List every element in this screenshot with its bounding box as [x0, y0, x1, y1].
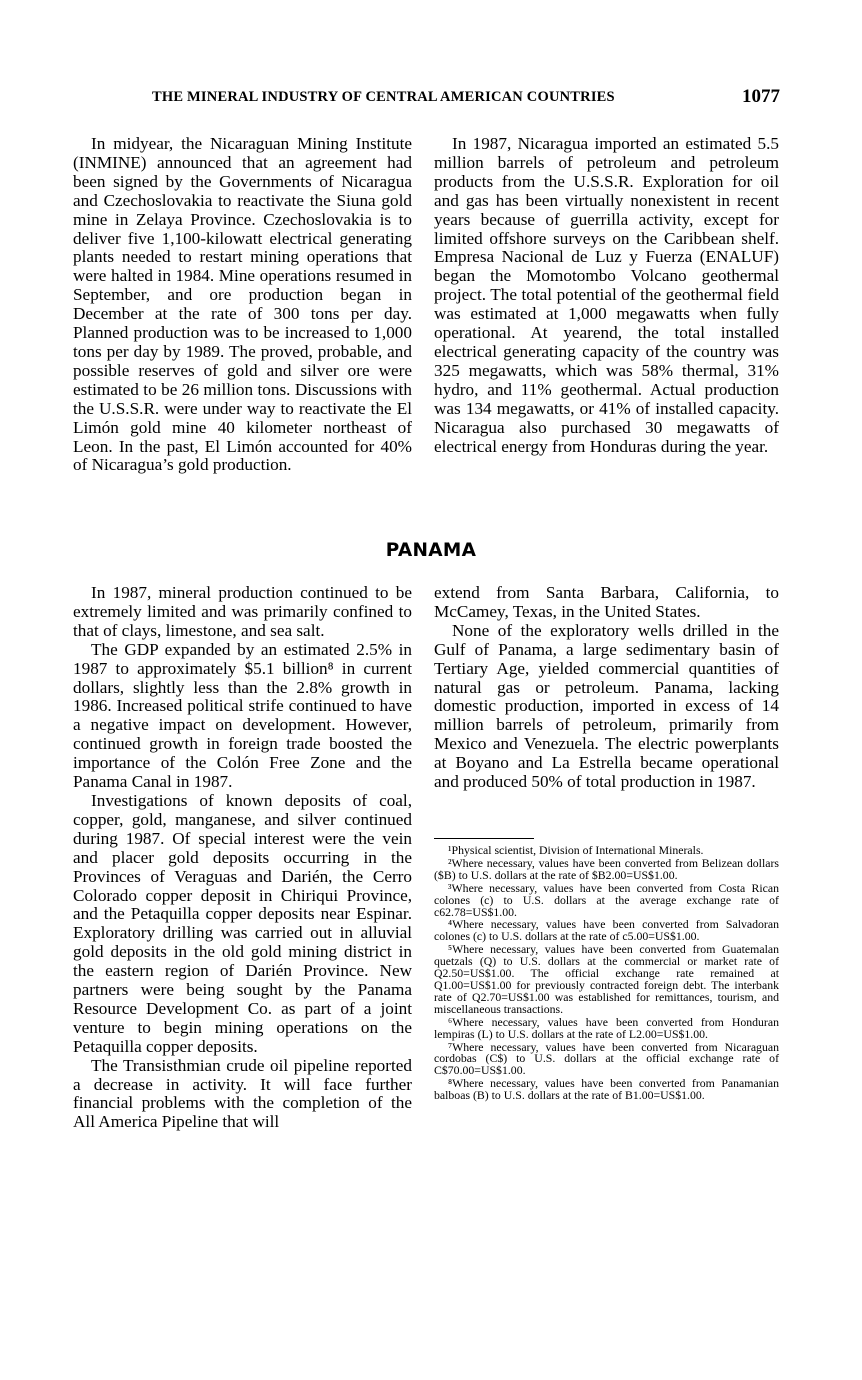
page-number: 1077	[742, 86, 780, 107]
paragraph: The Transisthmian crude oil pipeline reported a decrease in activity. It will face further financial problems with the completion of the All America Pipeline that will	[73, 1055, 412, 1132]
paragraph: The GDP expanded by an estimated 2.5% in 1987 to approximately $5.1 billion⁸ in current dollars, slightly less than the 2.8% growth in 1986. Increased political strife continued to have a negative impact on development. However, continued growth in foreign trade boosted the importance of the Colón Free Zone and the Panama Canal in 1987.	[73, 639, 412, 792]
panama-left-column	[73, 584, 412, 1132]
footnote: ²Where necessary, values have been converted from Belizean dollars ($B) to U.S. dollars at the rate of $B2.00=US$1.00.	[434, 855, 779, 882]
paragraph: extend from Santa Barbara, California, to McCamey, Texas, in the United States.	[434, 583, 779, 621]
section-heading-panama: PANAMA	[385, 540, 477, 561]
footnotes	[434, 845, 779, 1103]
footnote: ⁸Where necessary, values have been converted from Panamanian balboas (B) to U.S. dollars at the rate of B1.00=US$1.00.	[434, 1076, 779, 1103]
footnote-divider	[434, 838, 534, 839]
paragraph: Investigations of known deposits of coal, copper, gold, manganese, and silver continued during 1987. Of special interest were the vein and placer gold deposits occurring in the Provinces of Veraguas and Darién, the Cerro Colorado copper deposit in Chiriqui Province, and the Petaquilla copper deposits near Espinar. Exploratory drilling was carried out in alluvial gold deposits in the old gold mining district in the eastern region of Darién Province. New partners were being sought by the Panama Resource Development Co. as part of a joint venture to begin mining operations on the Petaquilla copper deposits.	[73, 790, 412, 1056]
paragraph: None of the exploratory wells drilled in the Gulf of Panama, a large sedimentary basin of Tertiary Age, yielded commercial quantities of natural gas or petroleum. Panama, lacking domestic production, imported in excess of 14 million barrels of petroleum, primarily from Mexico and Venezuela. The electric powerplants at Boyano and La Estrella became operational and produced 50% of total production in 1987.	[434, 620, 779, 792]
running-title: THE MINERAL INDUSTRY OF CENTRAL AMERICAN COUNTRIES	[152, 89, 615, 105]
paragraph: In 1987, Nicaragua imported an estimated 5.5 million barrels of petroleum and petroleum products from the U.S.S.R. Exploration for oil and gas has been virtually nonexistent in recent years because of guerrilla activity, except for limited offshore surveys on the Caribbean shelf. Empresa Nacional de Luz y Fuerza (ENALUF) began the Momotombo Volcano geothermal project. The total potential of the geothermal field was estimated at 1,000 megawatts when fully operational. At yearend, the total installed electrical generating capacity of the country was 325 megawatts, which was 58% thermal, 31% hydro, and 11% geothermal. Actual production was 134 megawatts, or 41% of installed capacity. Nicaragua also purchased 30 megawatts of electrical energy from Honduras during the year.	[434, 134, 779, 456]
footnote: ⁵Where necessary, values have been converted from Guatemalan quetzals (Q) to U.S. dollars at the commercial or market rate of Q2.50=US$1.00. The official exchange rate remained at Q1.00=US$1.00 for previously contracted foreign debt. The interbank rate of Q2.70=US$1.00 was established for remittances, tourism, and miscellaneous transactions.	[434, 942, 779, 1016]
footnote: ¹Physical scientist, Division of International Minerals.	[448, 843, 704, 857]
paragraph: In 1987, mineral production continued to be extremely limited and was primarily confined to that of clays, limestone, and sea salt.	[73, 583, 412, 640]
page-header	[152, 86, 780, 110]
nicaragua-left-column	[73, 135, 412, 475]
paragraph: In midyear, the Nicaraguan Mining Institute (INMINE) announced that an agreement had been signed by the Governments of Nicaragua and Czechoslovakia to reactivate the Siuna gold mine in Zelaya Province. Czechoslovakia is to deliver five 1,100-kilowatt electrical generating plants needed to restart mining operations that were halted in 1984. Mine operations resumed in September, and ore production began in December at the rate of 300 tons per day. Planned production was to be increased to 1,000 tons per day by 1989. The proved, probable, and possible reserves of gold and silver ore were estimated to be 26 million tons. Discussions with the U.S.S.R. were under way to reactivate the El Limón gold mine 40 kilometer northeast of Leon. In the past, El Limón accounted for 40% of Nicaragua’s gold production.	[73, 134, 412, 475]
footnote: ⁷Where necessary, values have been converted from Nicaraguan cordobas (C$) to U.S. dollars at the official exchange rate of C$70.00=US$1.00.	[434, 1039, 779, 1078]
panama-right-column	[434, 584, 779, 792]
footnote: ⁶Where necessary, values have been converted from Honduran lempiras (L) to U.S. dollars at the rate of L2.00=US$1.00.	[434, 1014, 779, 1041]
footnote: ³Where necessary, values have been converted from Costa Rican colones (c) to U.S. dollars at the average exchange rate of c62.78=US$1.00.	[434, 880, 779, 919]
footnote: ⁴Where necessary, values have been converted from Salvadoran colones (c) to U.S. dollars at the rate of c5.00=US$1.00.	[434, 917, 779, 944]
nicaragua-right-column	[434, 135, 779, 456]
